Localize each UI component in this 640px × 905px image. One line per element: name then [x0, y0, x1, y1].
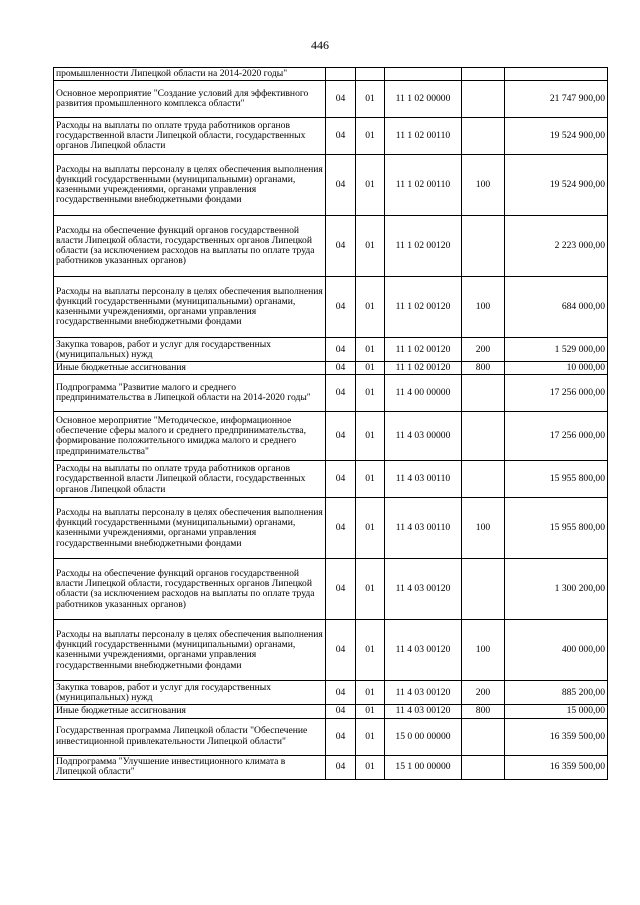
table-row — [54, 68, 608, 81]
table-row — [54, 155, 608, 216]
row-subsection: 01 — [356, 755, 385, 779]
row-section: 04 — [326, 277, 356, 338]
row-amount: 2 223 000,00 — [505, 216, 608, 277]
row-name: Иные бюджетные ассигнования — [54, 362, 326, 375]
row-subsection: 01 — [356, 620, 385, 681]
row-amount — [505, 68, 608, 81]
row-expense-type — [462, 461, 505, 498]
row-target-article: 11 4 03 00120 — [385, 559, 462, 620]
row-section: 04 — [326, 755, 356, 779]
row-subsection: 01 — [356, 559, 385, 620]
row-expense-type — [462, 216, 505, 277]
row-amount: 1 300 200,00 — [505, 559, 608, 620]
row-subsection: 01 — [356, 461, 385, 498]
row-subsection: 01 — [356, 705, 385, 718]
row-expense-type — [462, 375, 505, 412]
row-amount: 15 955 800,00 — [505, 461, 608, 498]
budget-table-body — [54, 68, 608, 780]
row-amount: 15 000,00 — [505, 705, 608, 718]
row-section: 04 — [326, 81, 356, 118]
row-target-article: 11 4 03 00110 — [385, 461, 462, 498]
row-name: Иные бюджетные ассигнования — [54, 705, 326, 718]
table-row — [54, 498, 608, 559]
row-expense-type: 100 — [462, 620, 505, 681]
row-amount: 17 256 000,00 — [505, 375, 608, 412]
row-target-article: 11 4 00 00000 — [385, 375, 462, 412]
row-expense-type: 100 — [462, 498, 505, 559]
row-target-article: 11 1 02 00120 — [385, 216, 462, 277]
row-amount: 17 256 000,00 — [505, 412, 608, 461]
row-amount: 16 359 500,00 — [505, 755, 608, 779]
row-name: Расходы на выплаты персоналу в целях обеспечения выполнения функций государственными (муниципальными) органами, казенными учреждениями, органами управления государственными внебюджетными фондами — [54, 155, 326, 216]
row-subsection: 01 — [356, 216, 385, 277]
row-target-article: 11 4 03 00000 — [385, 412, 462, 461]
row-section: 04 — [326, 216, 356, 277]
row-subsection: 01 — [356, 277, 385, 338]
row-section: 04 — [326, 412, 356, 461]
row-section: 04 — [326, 620, 356, 681]
row-target-article: 11 4 03 00120 — [385, 705, 462, 718]
row-expense-type: 800 — [462, 705, 505, 718]
row-expense-type — [462, 118, 505, 155]
row-target-article: 11 1 02 00120 — [385, 338, 462, 362]
row-expense-type — [462, 81, 505, 118]
row-target-article: 11 1 02 00120 — [385, 277, 462, 338]
row-target-article — [385, 68, 462, 81]
row-subsection: 01 — [356, 118, 385, 155]
row-name: промышленности Липецкой области на 2014-2020 годы" — [54, 68, 326, 81]
row-subsection: 01 — [356, 498, 385, 559]
row-target-article: 11 4 03 00120 — [385, 620, 462, 681]
row-section: 04 — [326, 338, 356, 362]
row-expense-type — [462, 559, 505, 620]
row-amount: 400 000,00 — [505, 620, 608, 681]
row-section: 04 — [326, 362, 356, 375]
budget-table — [53, 67, 608, 780]
row-name: Государственная программа Липецкой области "Обеспечение инвестиционной привлекательности Липецкой области" — [54, 718, 326, 755]
row-section: 04 — [326, 705, 356, 718]
row-target-article: 11 1 02 00000 — [385, 81, 462, 118]
row-expense-type — [462, 412, 505, 461]
row-name: Расходы на выплаты персоналу в целях обеспечения выполнения функций государственными (муниципальными) органами, казенными учреждениями, органами управления государственными внебюджетными фондами — [54, 277, 326, 338]
row-target-article: 15 0 00 00000 — [385, 718, 462, 755]
row-name: Расходы на выплаты персоналу в целях обеспечения выполнения функций государственными (муниципальными) органами, казенными учреждениями, органами управления государственными внебюджетными фондами — [54, 620, 326, 681]
row-name: Закупка товаров, работ и услуг для государственных (муниципальных) нужд — [54, 338, 326, 362]
row-subsection: 01 — [356, 412, 385, 461]
table-row — [54, 755, 608, 779]
table-row — [54, 81, 608, 118]
row-target-article: 15 1 00 00000 — [385, 755, 462, 779]
table-row — [54, 718, 608, 755]
row-section: 04 — [326, 461, 356, 498]
row-name: Расходы на обеспечение функций органов государственной власти Липецкой области, государственных органов Липецкой области (за исключением расходов на выплаты по оплате труда работников указанных органов) — [54, 559, 326, 620]
row-name: Расходы на выплаты по оплате труда работников органов государственной власти Липецкой области, государственных органов Липецкой области — [54, 118, 326, 155]
row-section: 04 — [326, 375, 356, 412]
row-name: Основное мероприятие "Методическое, информационное обеспечение сферы малого и среднего предпринимательства, формирование положительного имиджа малого и среднего предпринимательства" — [54, 412, 326, 461]
row-name: Расходы на обеспечение функций органов государственной власти Липецкой области, государственных органов Липецкой области (за исключением расходов на выплаты по оплате труда работников указанных органов) — [54, 216, 326, 277]
row-subsection: 01 — [356, 375, 385, 412]
row-subsection: 01 — [356, 718, 385, 755]
row-target-article: 11 4 03 00110 — [385, 498, 462, 559]
row-expense-type: 200 — [462, 338, 505, 362]
table-row — [54, 620, 608, 681]
row-section: 04 — [326, 681, 356, 705]
table-row — [54, 375, 608, 412]
row-amount: 19 524 900,00 — [505, 118, 608, 155]
row-expense-type — [462, 718, 505, 755]
row-expense-type: 100 — [462, 155, 505, 216]
table-row — [54, 118, 608, 155]
row-name: Подпрограмма "Развитие малого и среднего предпринимательства в Липецкой области на 2014-2020 годы" — [54, 375, 326, 412]
row-subsection — [356, 68, 385, 81]
row-name: Подпрограмма "Улучшение инвестиционного климата в Липецкой области" — [54, 755, 326, 779]
table-row — [54, 338, 608, 362]
row-section: 04 — [326, 155, 356, 216]
table-row — [54, 705, 608, 718]
row-section: 04 — [326, 118, 356, 155]
row-amount: 21 747 900,00 — [505, 81, 608, 118]
row-target-article: 11 1 02 00110 — [385, 118, 462, 155]
table-row — [54, 559, 608, 620]
row-expense-type: 800 — [462, 362, 505, 375]
table-row — [54, 681, 608, 705]
row-name: Закупка товаров, работ и услуг для государственных (муниципальных) нужд — [54, 681, 326, 705]
table-row — [54, 277, 608, 338]
row-expense-type — [462, 68, 505, 81]
row-amount: 16 359 500,00 — [505, 718, 608, 755]
page-number: 446 — [311, 38, 329, 52]
row-section — [326, 68, 356, 81]
table-row — [54, 362, 608, 375]
row-amount: 1 529 000,00 — [505, 338, 608, 362]
table-row — [54, 412, 608, 461]
row-amount: 19 524 900,00 — [505, 155, 608, 216]
row-expense-type: 100 — [462, 277, 505, 338]
table-row — [54, 461, 608, 498]
row-subsection: 01 — [356, 681, 385, 705]
row-target-article: 11 1 02 00110 — [385, 155, 462, 216]
row-section: 04 — [326, 498, 356, 559]
row-name: Основное мероприятие "Создание условий для эффективного развития промышленного комплекса области" — [54, 81, 326, 118]
row-subsection: 01 — [356, 81, 385, 118]
row-name: Расходы на выплаты по оплате труда работников органов государственной власти Липецкой области, государственных органов Липецкой области — [54, 461, 326, 498]
row-amount: 15 955 800,00 — [505, 498, 608, 559]
row-section: 04 — [326, 718, 356, 755]
row-section: 04 — [326, 559, 356, 620]
row-amount: 684 000,00 — [505, 277, 608, 338]
row-target-article: 11 4 03 00120 — [385, 681, 462, 705]
row-target-article: 11 1 02 00120 — [385, 362, 462, 375]
row-amount: 10 000,00 — [505, 362, 608, 375]
row-expense-type — [462, 755, 505, 779]
row-subsection: 01 — [356, 362, 385, 375]
row-subsection: 01 — [356, 338, 385, 362]
row-amount: 885 200,00 — [505, 681, 608, 705]
row-subsection: 01 — [356, 155, 385, 216]
row-name: Расходы на выплаты персоналу в целях обеспечения выполнения функций государственными (муниципальными) органами, казенными учреждениями, органами управления государственными внебюджетными фондами — [54, 498, 326, 559]
row-expense-type: 200 — [462, 681, 505, 705]
table-row — [54, 216, 608, 277]
